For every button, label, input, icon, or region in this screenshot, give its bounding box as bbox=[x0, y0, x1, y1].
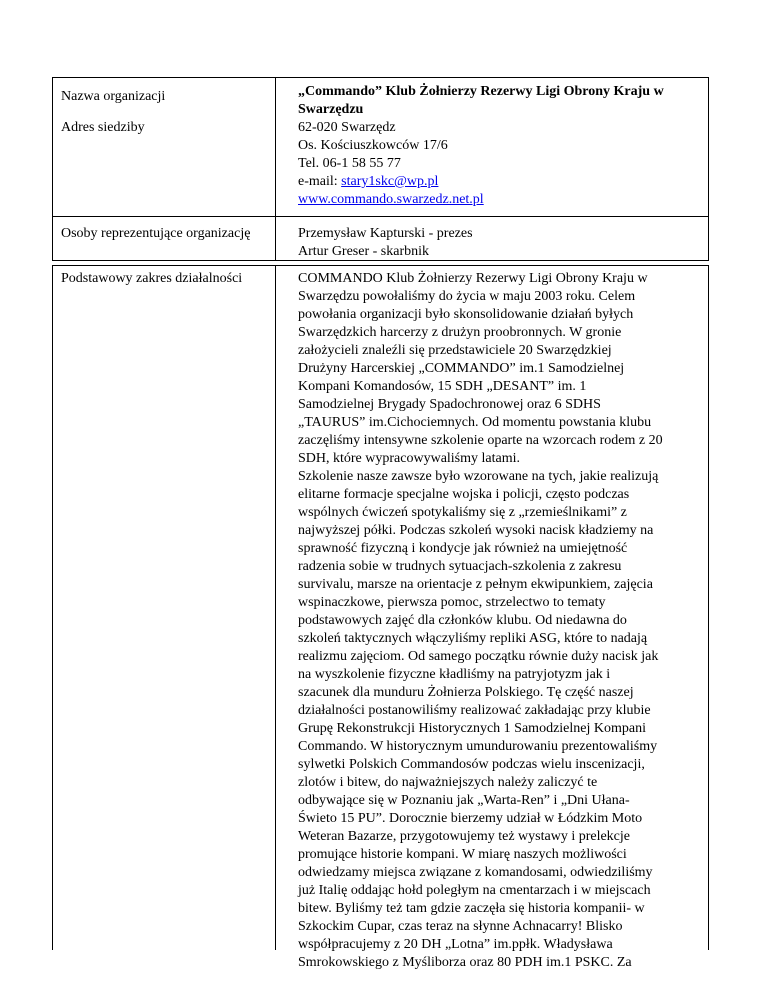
row-divider bbox=[53, 216, 708, 217]
address-label: Adres siedziby bbox=[61, 120, 145, 135]
activity-text-line: zlotów i bitew, do najważniejszych należy zaliczyć te bbox=[298, 775, 598, 790]
activity-text-line: Kompani Komandosów, 15 SDH „DESANT” im. 1 bbox=[298, 379, 587, 394]
activity-text-line: szacunek dla munduru Żołnierza Polskiego. Tę część naszej bbox=[298, 685, 634, 700]
activity-text-line: wspólnych ćwiczeń spotykaliśmy się z „rzemieślnikami” z bbox=[298, 505, 627, 520]
website-row bbox=[298, 191, 703, 209]
organization-name-line: „Commando” Klub Żołnierzy Rezerwy Ligi Obrony Kraju w bbox=[298, 84, 664, 99]
activity-text-line: założycieli znaleźli się przedstawiciele 20 Swarzędzkiej bbox=[298, 343, 612, 358]
activity-text-line: Weteran Bazarze, przygotowujemy też wystawy i prelekcje bbox=[298, 829, 631, 844]
activity-text-line: promujące historie kompani. W miarę naszych możliwości bbox=[298, 847, 627, 862]
address-line: 62-020 Swarzędz bbox=[298, 120, 396, 135]
activity-text-line: powołania organizacji było skonsolidowanie działań byłych bbox=[298, 307, 634, 322]
organization-info-table bbox=[52, 77, 709, 261]
activity-text-line: Samodzielnej Brygady Spadochronowej oraz 6 SDHS bbox=[298, 397, 601, 412]
activity-text-line: zaczęliśmy intensywne szkolenie oparte na wzorcach rodem z 20 bbox=[298, 433, 663, 448]
email-row bbox=[298, 173, 703, 191]
organization-name bbox=[298, 83, 703, 119]
name-label: Nazwa organizacji bbox=[61, 89, 166, 104]
activity-text-line: SDH, które wypracowywaliśmy latami. bbox=[298, 451, 521, 466]
phone-number: Tel. 06-1 58 55 77 bbox=[298, 156, 401, 171]
activity-text-line: szkoleń taktycznych włączyliśmy repliki ASG, które to nadają bbox=[298, 631, 648, 646]
activity-table bbox=[52, 265, 709, 970]
activity-text-line: odbywające się w Poznaniu jak „Warta-Ren” i „Dni Ułana- bbox=[298, 793, 630, 808]
email-link[interactable]: stary1skc@wp.pl bbox=[341, 174, 439, 189]
activity-text-line: podstawowych zajęć dla członków klubu. Od niedawna do bbox=[298, 613, 627, 628]
activity-text-line: Świeto 15 PU”. Dorocznie bierzemy udział w Łódzkim Moto bbox=[298, 811, 643, 826]
representative: Artur Greser - skarbnik bbox=[298, 244, 430, 259]
representative: Przemysław Kapturski - prezes bbox=[298, 226, 473, 241]
address-block bbox=[298, 119, 703, 209]
activity-label: Podstawowy zakres działalności bbox=[61, 271, 243, 286]
activity-text-line: Swarzędzkich harcerzy z drużyn proobronnych. W gronie bbox=[298, 325, 622, 340]
activity-text-line: Szkockim Cupar, czas teraz na słynne Achnacarry! Blisko bbox=[298, 919, 623, 934]
activity-text-line: już Italię oddając hołd poległym na cmentarzach i w miejscach bbox=[298, 883, 651, 898]
activity-text-line: „TAURUS” im.Cichociemnych. Od momentu powstania klubu bbox=[298, 415, 652, 430]
activity-text-line: Smrokowskiego z Myśliborza oraz 80 PDH im.1 PSKC. Za bbox=[298, 955, 632, 970]
activity-text-line: współpracujemy z 20 DH „Lotna” im.ppłk. Władysława bbox=[298, 937, 613, 952]
column-divider bbox=[275, 78, 276, 260]
activity-text-line: bitew. Byliśmy też tam gdzie zaczęła się historia kompanii- w bbox=[298, 901, 645, 916]
activity-text-line: Szkolenie nasze zawsze było wzorowane na tych, jakie realizują bbox=[298, 469, 659, 484]
activity-text-line: odwiedzamy miejsca związane z komandosami, odwiedziliśmy bbox=[298, 865, 653, 880]
activity-text-line: survivalu, marsze na orientacje z pełnym ekwipunkiem, zajęcia bbox=[298, 577, 653, 592]
activity-description bbox=[298, 270, 708, 972]
column-divider bbox=[275, 266, 276, 950]
activity-text-line: sprawność fizyczną i kondycje jak również na umiejętność bbox=[298, 541, 628, 556]
activity-text-line: wspinaczkowe, pierwsza pomoc, strzelectwo to tematy bbox=[298, 595, 606, 610]
activity-text-line: realizmu zajęciom. Od samego początku równie duży nacisk jak bbox=[298, 649, 659, 664]
representatives-label: Osoby reprezentujące organizację bbox=[61, 226, 251, 241]
activity-text-line: Grupę Rekonstrukcji Historycznych 1 Samodzielnej Kompani bbox=[298, 721, 646, 736]
activity-text-line: Swarzędzu powołaliśmy do życia w maju 2003 roku. Celem bbox=[298, 289, 636, 304]
activity-text-line: elitarne formacje specjalne wojska i policji, często podczas bbox=[298, 487, 630, 502]
representatives-block bbox=[298, 225, 703, 261]
activity-text-line: sylwetki Polskich Commandosów podczas wielu inscenizacji, bbox=[298, 757, 645, 772]
organization-name-line: Swarzędzu bbox=[298, 102, 364, 117]
activity-text-line: Drużyny Harcerskiej „COMMANDO” im.1 Samodzielnej bbox=[298, 361, 625, 376]
activity-text-line: działalności postanowiliśmy realizować zakładając przy klubie bbox=[298, 703, 651, 718]
activity-text-line: najwyższej półki. Podczas szkoleń wysoki nacisk kładziemy na bbox=[298, 523, 654, 538]
activity-text-line: COMMANDO Klub Żołnierzy Rezerwy Ligi Obrony Kraju w bbox=[298, 271, 648, 286]
address-line: Os. Kościuszkowców 17/6 bbox=[298, 138, 448, 153]
activity-text-line: na wyszkolenie fizyczne kładliśmy na patryjotyzm jak i bbox=[298, 667, 611, 682]
activity-text-line: radzenia sobie w trudnych sytuacjach-szkolenia z zakresu bbox=[298, 559, 622, 574]
website-link[interactable]: www.commando.swarzedz.net.pl bbox=[298, 192, 484, 207]
email-prefix: e-mail: bbox=[298, 174, 342, 189]
activity-text-line: Commando. W historycznym umundurowaniu prezentowaliśmy bbox=[298, 739, 658, 754]
